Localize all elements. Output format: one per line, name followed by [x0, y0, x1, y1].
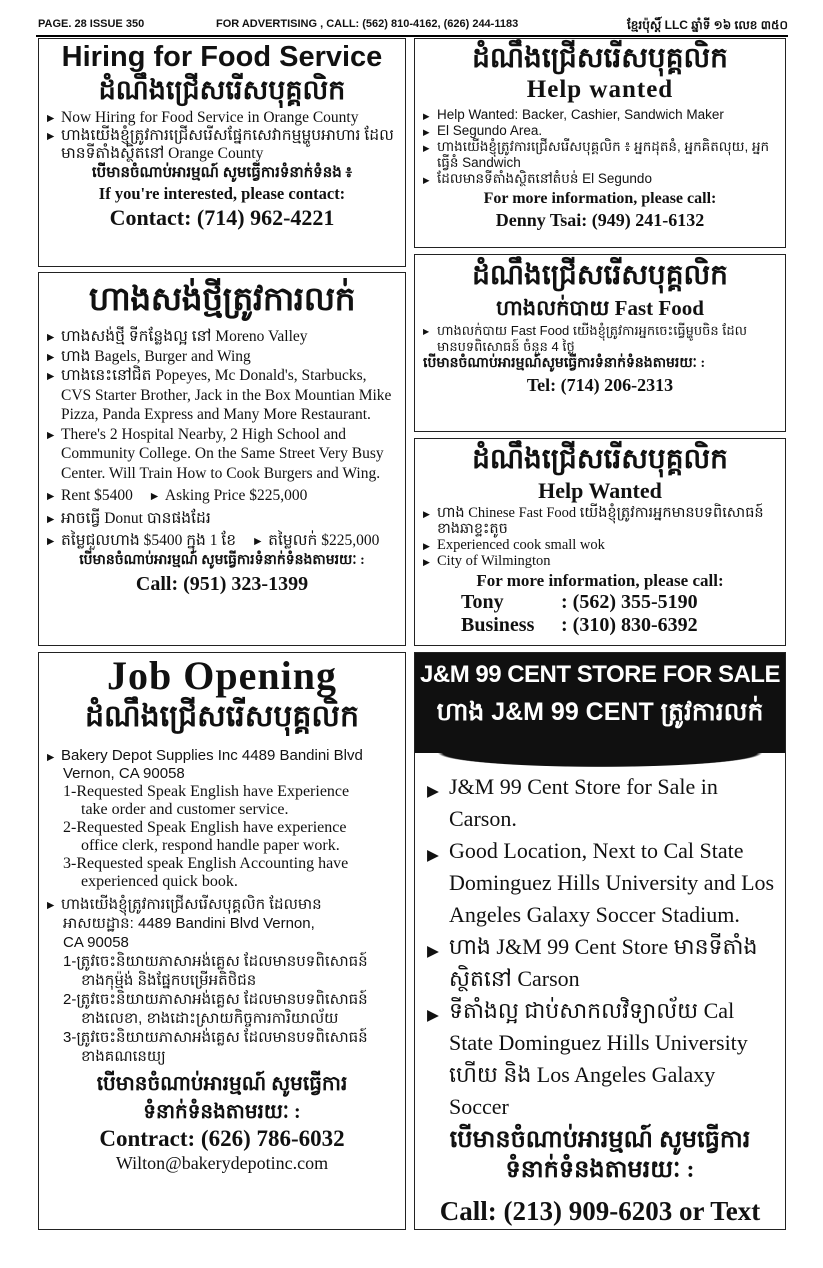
- rent-price-kh: ▶ តម្លៃជួលហាង $5400 ក្នុង 1 ខែ: [47, 531, 236, 551]
- ad-title-kh: ដំណឹងជ្រើសរើសបុគ្គលិក: [472, 43, 728, 74]
- page-header: [38, 18, 788, 34]
- rent-price: ▶ Rent $5400: [47, 486, 133, 506]
- ad-bullet: ▶ ហាងយើងខ្ញុំត្រូវការជ្រើសរើសបុគ្គលិក ៖ អ្នកដុតនំ, អ្នកគិតលុយ, អ្នកធ្វើនំ Sandwich: [423, 139, 777, 171]
- ad-title-en: Help wanted: [526, 76, 674, 103]
- contact-kh: ទំនាក់ទំនងតាមរយៈ :: [143, 1101, 301, 1123]
- ad-bullet: ▶ ទីតាំងល្អ ជាប់សាកលវិទ្យាល័យ Cal State Dominguez Hills University ហើយ និង Los Angeles Galaxy Soccer: [427, 995, 775, 1123]
- company-address: ▶ Bakery Depot Supplies Inc 4489 Bandini Blvd: [47, 747, 397, 765]
- ad-bullet: ▶ ហាងសង់ថ្មី ទីកន្លែងល្អ នៅ Moreno Valley: [47, 327, 397, 347]
- contact-kh: បើមានចំណាប់អារម្មណ៍ សូមធ្វើការទំនាក់ទំនងតាមរយៈ :: [79, 552, 365, 568]
- requirement-kh: 1-ត្រូវចេះនិយាយភាសាអង់គ្លេស ដែលមានបទពិសោធន៍: [63, 953, 368, 970]
- contact-phone: Contract: (626) 786-6032: [99, 1126, 345, 1151]
- requirement: take order and customer service.: [81, 801, 289, 818]
- requirement: office clerk, respond handle paper work.: [81, 837, 340, 854]
- contact-email[interactable]: Wilton@bakerydepotinc.com: [115, 1153, 329, 1173]
- contact-phone: Contact: (714) 962-4221: [109, 205, 335, 230]
- ad-title-en: Help Wanted: [538, 478, 662, 503]
- asking-price-kh: ▶ តម្លៃលក់ $225,000: [254, 531, 379, 551]
- intro-kh: ▶ ហាងយើងខ្ញុំត្រូវការជ្រើសរើសបុគ្គលិក ដែលមាន: [47, 895, 397, 914]
- requirement: experienced quick book.: [81, 873, 238, 890]
- contact-phone: Call: (213) 909-6203 or Text: [439, 1196, 761, 1226]
- contact-en: If you're interested, please contact:: [98, 184, 346, 203]
- requirement-kh: ខាងលេខា, ខាងដោះស្រាយកិច្ចការការិយាល័យ: [81, 1010, 339, 1027]
- ad-99-cent-store: [414, 652, 786, 1230]
- requirement: 2-Requested Speak English have experience: [63, 819, 347, 836]
- ad-bullet: ▶ ហាងយើងខ្ញុំត្រូវការជ្រើសរើសផ្នែកសេវាកម្មម្ហូបអាហារ ដែលមានទីតាំងស្ថិតនៅ Orange County: [47, 127, 397, 163]
- publication-info: ខ្មែរប៉ុស្តិ៍ LLC ឆ្នាំទី ១៦ លេខ ៣៥០: [627, 18, 788, 32]
- more-info: For more information, please call:: [476, 571, 724, 590]
- requirement-kh: ខាងកុម្ម៉ង់ និងផ្នែកបម្រើអតិថិជន: [81, 972, 257, 989]
- issue-info: PAGE. 28 ISSUE 350: [38, 18, 145, 30]
- ad-bullet: ▶ El Segundo Area.: [423, 123, 777, 139]
- requirement: 3-Requested speak English Accounting have: [63, 855, 349, 872]
- contact-phone: : (562) 355-5190: [561, 591, 698, 613]
- ad-fast-food: [414, 254, 786, 432]
- ad-banner: [415, 653, 785, 753]
- ad-bullet: ▶ ហាង Bagels, Burger and Wing: [47, 347, 397, 367]
- ad-bullet: ▶ Good Location, Next to Cal State Dominguez Hills University and Los Angeles Galaxy Soccer Stadium.: [427, 835, 775, 931]
- ad-title-en: J&M 99 CENT STORE FOR SALE: [420, 661, 780, 688]
- contact-kh: បើមានចំណាប់អារម្មណ៍ សូមធ្វើការទំនាក់ទំនង ៖: [91, 165, 353, 181]
- contact-kh: បើមានចំណាប់អារម្មណ៍ សូមធ្វើការ: [96, 1073, 348, 1095]
- contact-phone: : (310) 830-6392: [561, 614, 698, 636]
- ad-shop-for-sale: [38, 272, 406, 646]
- ad-bullet: ▶ Now Hiring for Food Service in Orange County: [47, 109, 397, 127]
- ad-bullet: ▶ ហាងលក់បាយ Fast Food យើងខ្ញុំត្រូវការអ្នកចេះធ្វើម្ហូបចិន ដែលមានបទពិសោធន៍ ចំនួន 4 ថ្ងៃ: [423, 323, 777, 355]
- contact-row: [423, 591, 777, 614]
- more-info: For more information, please call:: [483, 190, 717, 207]
- contact-phone: Call: (951) 323-1399: [135, 572, 309, 595]
- asking-price: ▶ Asking Price $225,000: [151, 486, 308, 506]
- banner-curve: [415, 753, 785, 769]
- ad-bullet: ▶ There's 2 Hospital Nearby, 2 High School and Community College. On the Same Street Very Busy Center. Will Train How to Cook Burgers and Wing.: [47, 425, 397, 484]
- contact-label: Tony: [461, 591, 504, 613]
- ad-bullet: ▶ City of Wilmington: [423, 553, 777, 569]
- ad-title-kh: ដំណឹងជ្រើសរើសបុគ្គលិក: [84, 700, 360, 733]
- ad-help-wanted-el-segundo: [414, 38, 786, 248]
- requirement: 1-Requested Speak English have Experience: [63, 783, 350, 800]
- ad-bullet: ▶ Experienced cook small wok: [423, 537, 777, 553]
- ad-title-kh: ដំណឹងជ្រើសរើសបុគ្គលិក: [472, 260, 728, 291]
- advertising-contact: FOR ADVERTISING , CALL: (562) 810-4162, (626) 244-1183: [216, 18, 519, 30]
- contact-kh: បើមានចំណាប់អារម្មណ៍សូមធ្វើការទំនាក់ទំនងតាមរយៈ :: [423, 356, 706, 371]
- ad-title-kh: ហាងសង់ថ្មីត្រូវការលក់: [88, 282, 356, 318]
- ad-bullet: ▶ Help Wanted: Backer, Cashier, Sandwich Maker: [423, 107, 777, 123]
- address2-kh: CA 90058: [63, 934, 129, 951]
- ad-bullet: ▶ ដែលមានទីតាំងស្ថិតនៅតំបន់ El Segundo: [423, 171, 777, 187]
- ad-job-opening: [38, 652, 406, 1230]
- ad-title-kh: ដំណឹងជ្រើសរើសបុគ្គលិក: [472, 444, 728, 475]
- contact-kh: បើមានចំណាប់អារម្មណ៍ សូមធ្វើការ: [449, 1127, 751, 1153]
- requirement-kh: 3-ត្រូវចេះនិយាយភាសាអង់គ្លេស ដែលមានបទពិសោធន៍: [63, 1029, 368, 1046]
- contact-kh: ទំនាក់ទំនងតាមរយៈ :: [505, 1157, 695, 1183]
- donut-note: ▶ អាចធ្វើ Donut បានផងដែរ: [47, 509, 397, 529]
- ad-bullet: ▶ ហាង Chinese Fast Food យើងខ្ញុំត្រូវការអ្នកមានបទពិសោធន៍ខាងឆាខ្ទះតូច: [423, 505, 777, 537]
- ad-title-kh: ដំណឹងជ្រើសរើសបុគ្គលិក: [98, 75, 346, 105]
- contact-label: Business: [461, 614, 535, 636]
- ad-bullet: ▶ ហាងនេះនៅជិត Popeyes, Mc Donald's, Starbucks, CVS Starter Brother, Jack in the Box Mountian Mike Pizza, Panda Express and Many More Restaurant.: [47, 366, 397, 425]
- contact-phone: Tel: (714) 206-2313: [526, 375, 674, 395]
- ad-chinese-fast-food: [414, 438, 786, 646]
- ad-title-en: Hiring for Food Service: [61, 41, 383, 73]
- header-rule: [36, 35, 788, 37]
- ad-bullet: ▶ J&M 99 Cent Store for Sale in Carson.: [427, 771, 775, 835]
- company-city: Vernon, CA 90058: [63, 765, 185, 782]
- ad-subtitle: ហាងលក់បាយ Fast Food: [496, 296, 704, 320]
- contact-phone: Denny Tsai: (949) 241-6132: [495, 210, 705, 230]
- address-kh: អាសយដ្ឋាន: 4489 Bandini Blvd Vernon,: [63, 915, 315, 932]
- ad-title-en: Job Opening: [107, 653, 337, 698]
- requirement-kh: ខាងគណនេយ្យ: [81, 1048, 166, 1065]
- ad-bullet: ▶ ហាង J&M 99 Cent Store មានទីតាំងស្ថិតនៅ Carson: [427, 931, 775, 995]
- ad-food-service: [38, 38, 406, 267]
- requirement-kh: 2-ត្រូវចេះនិយាយភាសាអង់គ្លេស ដែលមានបទពិសោធន៍: [63, 991, 368, 1008]
- ad-title-kh: ហាង J&M 99 CENT ត្រូវការលក់: [436, 698, 764, 726]
- contact-row: [423, 614, 777, 637]
